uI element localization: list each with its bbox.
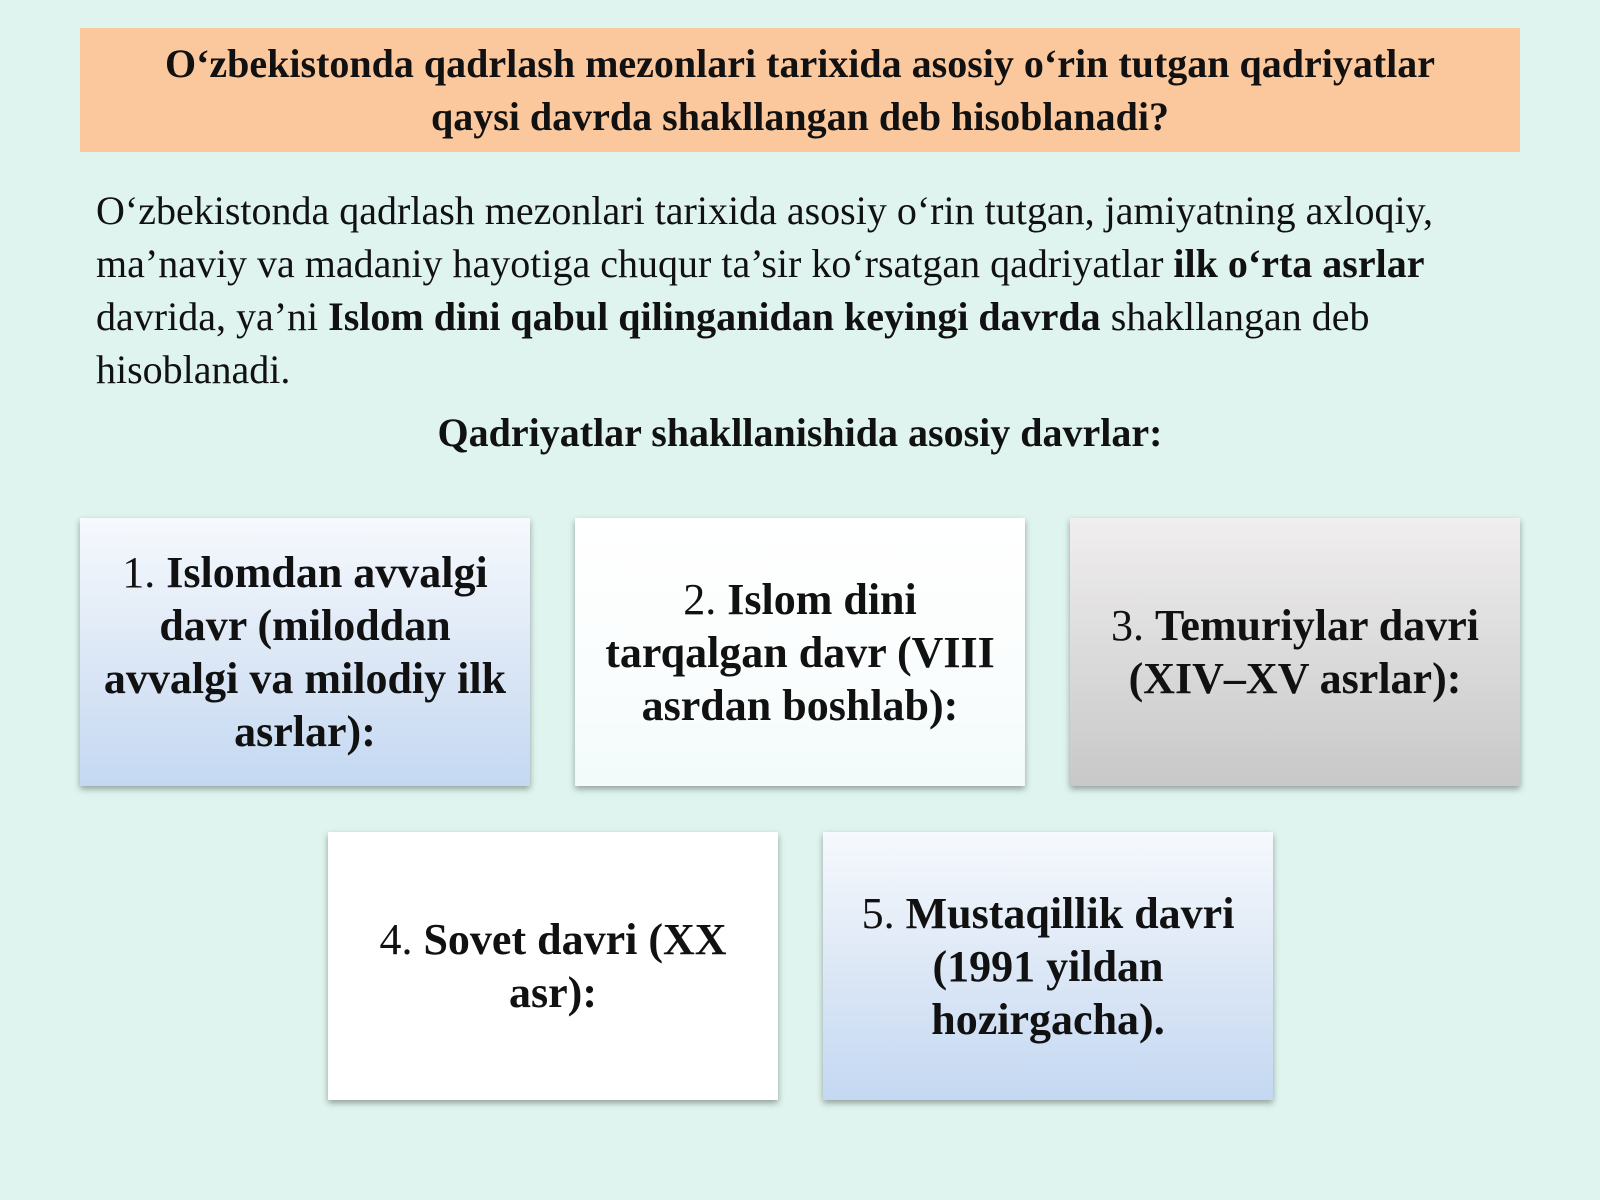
period-number: 1. [122, 548, 156, 597]
intro-bold-1: ilk o‘rta asrlar [1173, 241, 1425, 286]
period-number: 4. [379, 915, 413, 964]
period-card-2 [575, 518, 1025, 786]
intro-paragraph [96, 184, 1516, 396]
period-card-1-text [98, 546, 512, 758]
periods-heading: Qadriyatlar shakllanishida asosiy davrlar: [437, 410, 1163, 455]
period-label: Temuriylar davri (XIV–XV asrlar): [1128, 601, 1479, 703]
intro-text-2: davrida, ya’ni [96, 294, 329, 339]
period-card-3 [1070, 518, 1520, 786]
period-label: Islomdan avvalgi davr (miloddan avvalgi va milodiy ilk asrlar): [103, 548, 507, 756]
period-card-5 [823, 832, 1273, 1100]
intro-text-1: O‘zbekistonda qadrlash mezonlari tarixida asosiy o‘rin tutgan, jamiyatning axloqiy, ma’naviy va madaniy hayotiga chuqur ta’sir ko‘rsatgan qadriyatlar [96, 188, 1434, 286]
period-card-4-text [346, 913, 760, 1019]
period-card-2-text [593, 573, 1007, 732]
period-card-1 [80, 518, 530, 786]
period-label: Islom dini tarqalgan davr (VIII asrdan boshlab): [605, 574, 995, 730]
intro-text-3: shakllangan deb hisoblanadi. [96, 294, 1370, 392]
period-number: 3. [1111, 601, 1145, 650]
intro-bold-2: Islom dini qabul qilinganidan keyingi davrda [328, 294, 1101, 339]
page-title: O‘zbekistonda qadrlash mezonlari tarixida asosiy o‘rin tutgan qadriyatlar qaysi davrda shakllangan deb hisoblanadi? [164, 41, 1436, 139]
period-card-5-text [841, 887, 1255, 1046]
period-number: 2. [683, 574, 717, 624]
period-number: 5. [861, 888, 895, 938]
title-banner [80, 28, 1520, 152]
period-label: Mustaqillik davri (1991 yildan hozirgacha). [905, 888, 1235, 1044]
period-card-3-text [1088, 599, 1502, 705]
period-card-4 [328, 832, 778, 1100]
period-label: Sovet davri (XX asr): [423, 915, 727, 1017]
